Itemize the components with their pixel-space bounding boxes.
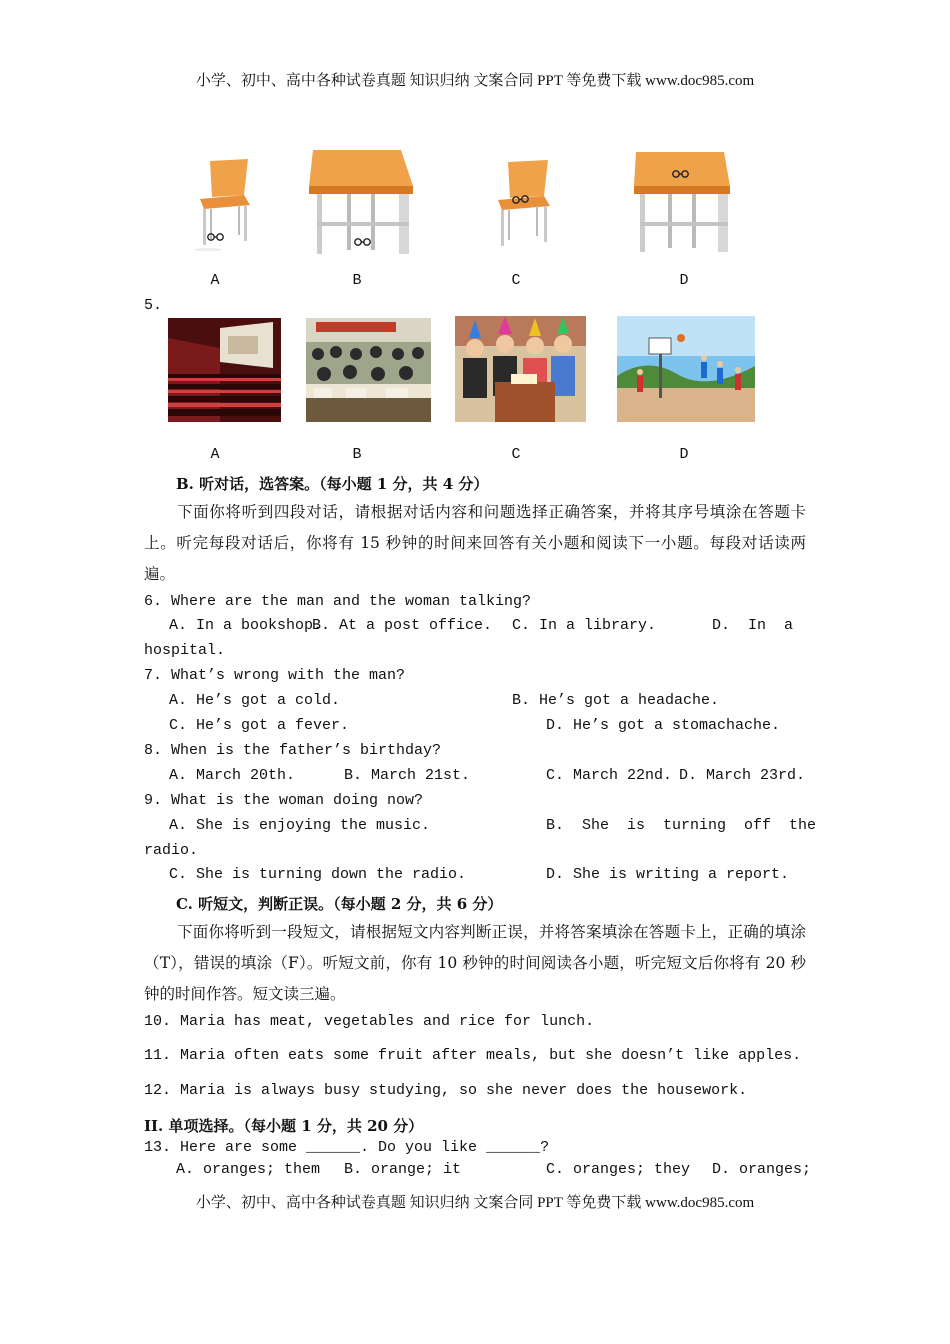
page-header: 小学、初中、高中各种试卷真题 知识归纳 文案合同 PPT 等免费下载 www.doc985.com [195, 73, 755, 89]
q4-label-c: C [511, 272, 521, 289]
basketball-image [617, 316, 755, 422]
q5-label-b: B [352, 446, 362, 463]
statement-11: 11. Maria often eats some fruit after meals, but she doesn’t like apples. [144, 1047, 802, 1064]
q6-option-a: A. In a bookshop. [169, 617, 323, 634]
q8-option-b: B. March 21st. [344, 767, 471, 784]
q9-option-b-cont: radio. [144, 842, 199, 859]
q9-option-a: A. She is enjoying the music. [169, 817, 431, 834]
q7-stem: 7. What’s wrong with the man? [144, 667, 406, 684]
q6-stem: 6. Where are the man and the woman talking? [144, 593, 532, 610]
q7-option-b: B. He’s got a headache. [512, 692, 720, 709]
q9-stem: 9. What is the woman doing now? [144, 792, 424, 809]
q5-number: 5. [144, 297, 163, 314]
section-c-title: C. 听短文，判断正误。（每小题 2 分，共 6 分） [176, 895, 503, 913]
q9-option-b: B. She is turning off the [546, 817, 817, 834]
q9-option-c: C. She is turning down the radio. [169, 866, 467, 883]
q6-option-b: B. At a post office. [312, 617, 493, 634]
q7-option-d: D. He’s got a stomachache. [546, 717, 781, 734]
q4-label-b: B [352, 272, 362, 289]
section-ii-title: II. 单项选择。（每小题 1 分，共 20 分） [144, 1117, 424, 1135]
cinema-image [168, 318, 281, 422]
q6-option-d-cont: hospital. [144, 642, 226, 659]
q8-option-d: D. March 23rd. [679, 767, 806, 784]
section-c-instructions: 下面你将听到一段短文，请根据短文内容判断正误，并将答案填涂在答题卡上，正确的填涂（T），错误的填涂（F）。听短文前，你有 10 秒钟的时间阅读各小题，听完短文后你将有 20 秒钟的时间作答。短文读三遍。 [144, 923, 806, 1003]
q9-option-d: D. She is writing a report. [546, 866, 790, 883]
q8-option-a: A. March 20th. [169, 767, 296, 784]
section-b-title: B. 听对话，选答案。（每小题 1 分，共 4 分） [176, 475, 489, 493]
q5-label-d: D [679, 446, 689, 463]
chair-glasses-on-image [490, 158, 554, 250]
q7-option-c: C. He’s got a fever. [169, 717, 350, 734]
statement-10: 10. Maria has meat, vegetables and rice for lunch. [144, 1013, 595, 1030]
q13-option-d: D. oranges; [712, 1161, 812, 1178]
q13-option-a: A. oranges; them [176, 1161, 321, 1178]
q6-option-d: D. In a [712, 617, 794, 634]
desk-glasses-under-image [307, 148, 427, 256]
q7-option-a: A. He’s got a cold. [169, 692, 341, 709]
q5-label-c: C [511, 446, 521, 463]
statement-12: 12. Maria is always busy studying, so she never does the housework. [144, 1082, 748, 1099]
page-footer: 小学、初中、高中各种试卷真题 知识归纳 文案合同 PPT 等免费下载 www.doc985.com [195, 1195, 755, 1211]
desk-glasses-on-image [632, 150, 744, 254]
birthday-party-image [455, 316, 586, 422]
q4-label-d: D [679, 272, 689, 289]
chair-glasses-under-image [192, 155, 256, 251]
classroom-image [306, 318, 431, 422]
q8-stem: 8. When is the father’s birthday? [144, 742, 442, 759]
q13-option-c: C. oranges; they [546, 1161, 691, 1178]
q5-label-a: A [210, 446, 220, 463]
q8-option-c: C. March 22nd. [546, 767, 673, 784]
q4-label-a: A [210, 272, 220, 289]
q6-option-c: C. In a library. [512, 617, 657, 634]
section-b-instructions: 下面你将听到四段对话，请根据对话内容和问题选择正确答案，并将其序号填涂在答题卡上。听完每段对话后，你将有 15 秒钟的时间来回答有关小题和阅读下一小题。每段对话读两遍。 [144, 503, 806, 583]
q13-option-b: B. orange; it [344, 1161, 462, 1178]
q13-stem: 13. Here are some ______. Do you like ______? [144, 1139, 550, 1156]
